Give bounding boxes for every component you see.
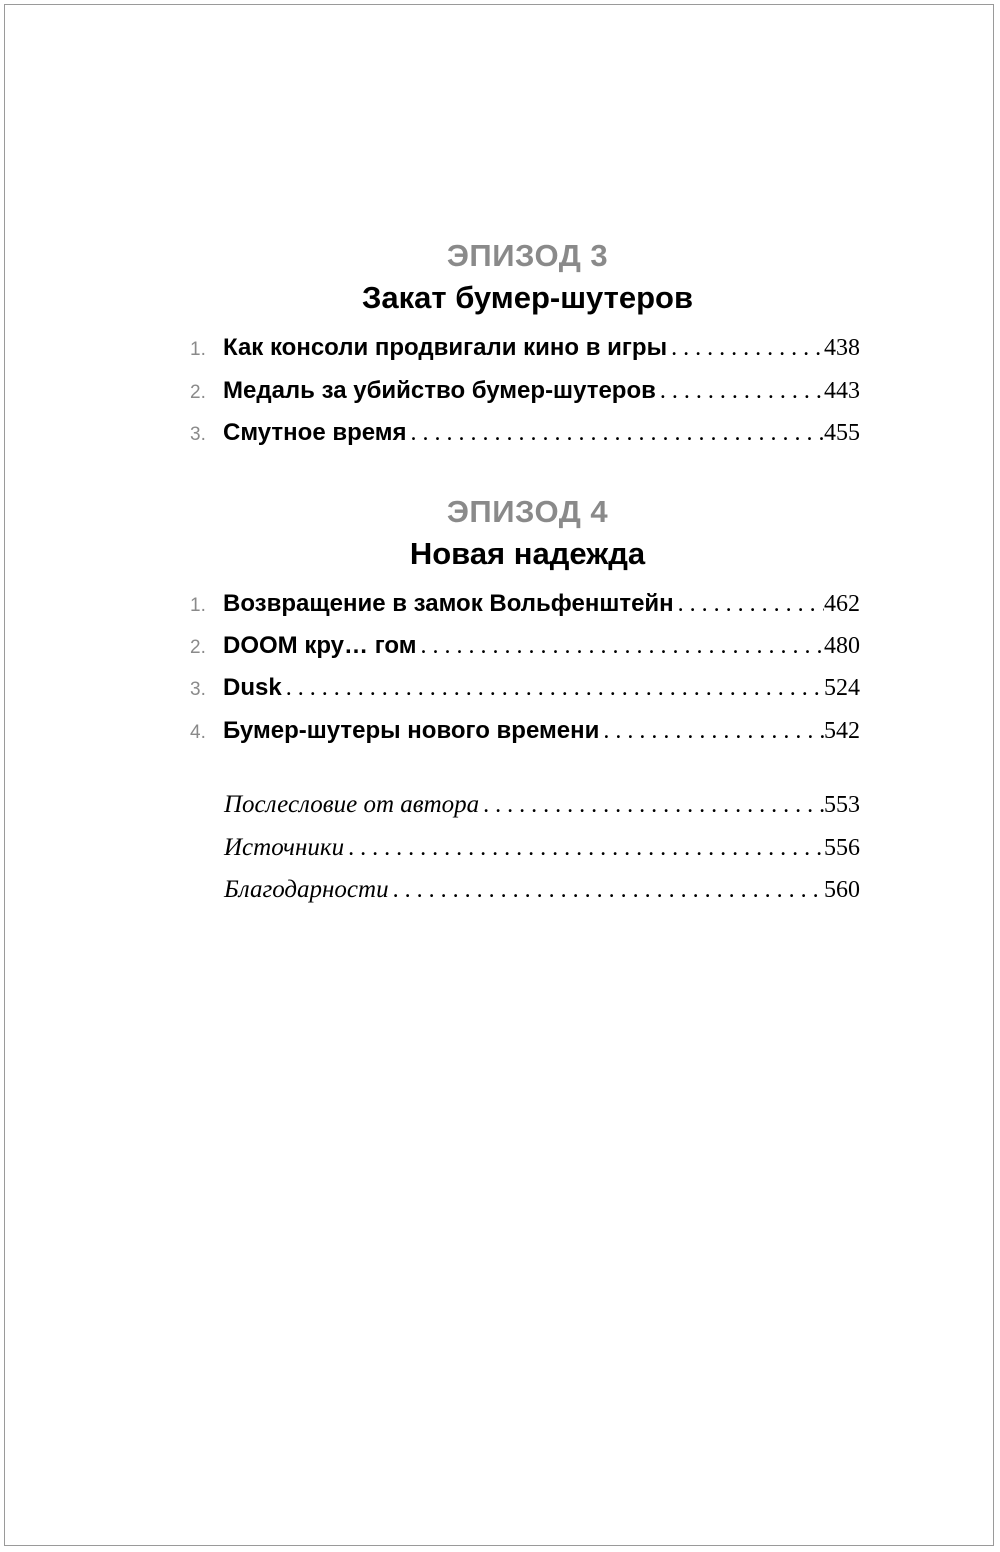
chapter-page: 524 <box>824 675 860 701</box>
dot-leader <box>407 420 824 447</box>
chapter-title: Бумер-шутеры нового времени <box>223 717 600 744</box>
chapter-number: 4. <box>190 722 206 743</box>
chapter-number: 1. <box>190 595 206 616</box>
back-matter-entry[interactable] <box>224 876 860 910</box>
dot-leader <box>656 378 824 405</box>
toc-entry[interactable] <box>190 717 860 751</box>
dot-leader <box>282 675 824 702</box>
episode-3-label: ЭПИЗОД 3 <box>446 238 609 273</box>
dot-leader <box>416 633 824 660</box>
chapter-title: Как консоли продвигали кино в игры <box>223 334 668 361</box>
back-matter-page: 556 <box>824 835 860 861</box>
back-matter-title: Источники <box>224 834 345 861</box>
toc-entry[interactable] <box>190 377 860 411</box>
chapter-page: 443 <box>824 378 860 404</box>
chapter-title: Dusk <box>223 674 282 701</box>
back-matter-page: 553 <box>824 792 860 818</box>
back-matter-entry[interactable] <box>224 834 860 868</box>
back-matter-title: Благодарности <box>224 876 389 903</box>
chapter-page: 480 <box>824 633 860 659</box>
chapter-page: 455 <box>824 420 860 446</box>
dot-leader <box>344 835 824 862</box>
back-matter-entry[interactable] <box>224 791 860 825</box>
chapter-title: Возвращение в замок Вольфенштейн <box>223 590 674 617</box>
chapter-title: Смутное время <box>223 419 407 446</box>
dot-leader <box>389 877 824 904</box>
chapter-number: 1. <box>190 339 206 360</box>
toc-entry[interactable] <box>190 674 860 708</box>
chapter-title: DOOM кру… гом <box>223 632 417 659</box>
chapter-page: 462 <box>824 591 860 617</box>
toc-entry[interactable] <box>190 419 860 453</box>
dot-leader <box>599 718 824 745</box>
toc-entry[interactable] <box>190 632 860 666</box>
back-matter-title: Послесловие от автора <box>224 791 480 818</box>
dot-leader <box>674 591 824 618</box>
toc-entry[interactable] <box>190 334 860 368</box>
chapter-title: Медаль за убийство бумер-шутеров <box>223 377 656 404</box>
back-matter-page: 560 <box>824 877 860 903</box>
episode-3-title: Закат бумер-шутеров <box>361 280 694 315</box>
dot-leader <box>479 792 824 819</box>
chapter-number: 3. <box>190 679 206 700</box>
chapter-page: 542 <box>824 718 860 744</box>
dot-leader <box>667 335 824 362</box>
chapter-number: 2. <box>190 382 206 403</box>
chapter-page: 438 <box>824 335 860 361</box>
chapter-number: 2. <box>190 637 206 658</box>
toc-entry[interactable] <box>190 590 860 624</box>
episode-4-label: ЭПИЗОД 4 <box>446 494 609 529</box>
chapter-number: 3. <box>190 424 206 445</box>
episode-4-title: Новая надежда <box>409 536 646 571</box>
